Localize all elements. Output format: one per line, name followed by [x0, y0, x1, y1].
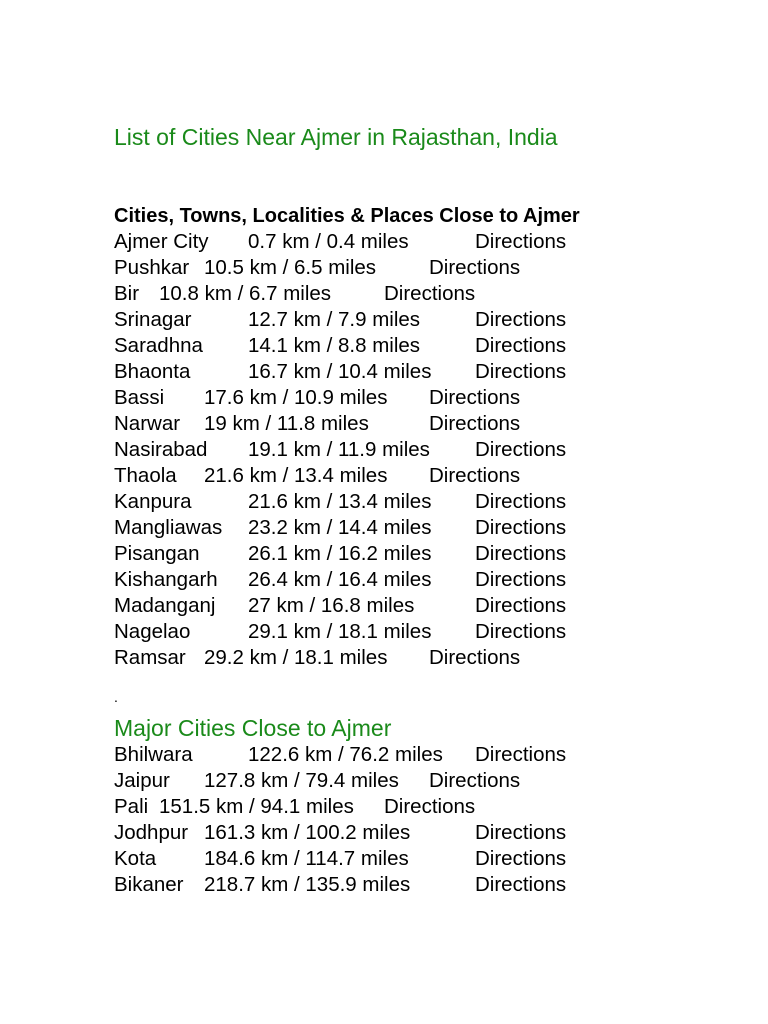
city-distance: 26.4 km / 16.4 miles [248, 568, 432, 591]
city-name: Bassi [114, 386, 165, 409]
city-distance: 27 km / 16.8 miles [248, 594, 415, 617]
directions-link[interactable]: Directions [475, 743, 567, 766]
major-row [114, 872, 734, 898]
city-name: Jodhpur [114, 821, 189, 844]
city-name: Nasirabad [114, 438, 208, 461]
city-distance: 10.5 km / 6.5 miles [204, 256, 377, 279]
city-name: Bir [114, 282, 140, 305]
nearby-row [114, 515, 734, 541]
nearby-row [114, 281, 734, 307]
city-distance: 0.7 km / 0.4 miles [248, 230, 409, 253]
directions-link[interactable]: Directions [475, 873, 567, 896]
major-row [114, 742, 734, 768]
city-name: Pushkar [114, 256, 190, 279]
directions-link[interactable]: Directions [475, 334, 567, 357]
nearby-row [114, 645, 734, 671]
directions-link[interactable]: Directions [475, 821, 567, 844]
city-name: Madanganj [114, 594, 216, 617]
directions-link[interactable]: Directions [429, 386, 521, 409]
city-name: Ramsar [114, 646, 186, 669]
city-distance: 16.7 km / 10.4 miles [248, 360, 432, 383]
city-distance: 127.8 km / 79.4 miles [204, 769, 399, 792]
major-row [114, 768, 734, 794]
directions-link[interactable]: Directions [475, 438, 567, 461]
city-name: Nagelao [114, 620, 191, 643]
directions-link[interactable]: Directions [475, 230, 567, 253]
city-distance: 161.3 km / 100.2 miles [204, 821, 411, 844]
directions-link[interactable]: Directions [475, 542, 567, 565]
directions-link[interactable]: Directions [384, 282, 476, 305]
city-name: Kota [114, 847, 157, 870]
city-name: Thaola [114, 464, 177, 487]
city-name: Bhaonta [114, 360, 191, 383]
city-name: Narwar [114, 412, 181, 435]
separator-dot: . [114, 689, 118, 705]
nearby-row [114, 567, 734, 593]
city-distance: 12.7 km / 7.9 miles [248, 308, 421, 331]
directions-link[interactable]: Directions [429, 412, 521, 435]
directions-link[interactable]: Directions [475, 847, 567, 870]
directions-link[interactable]: Directions [475, 594, 567, 617]
major-cities-list [114, 742, 734, 898]
nearby-row [114, 255, 734, 281]
nearby-row [114, 333, 734, 359]
city-distance: 14.1 km / 8.8 miles [248, 334, 421, 357]
directions-link[interactable]: Directions [475, 568, 567, 591]
city-distance: 10.8 km / 6.7 miles [159, 282, 332, 305]
directions-link[interactable]: Directions [475, 516, 567, 539]
nearby-row [114, 489, 734, 515]
city-name: Mangliawas [114, 516, 223, 539]
city-distance: 122.6 km / 76.2 miles [248, 743, 443, 766]
nearby-row [114, 229, 734, 255]
directions-link[interactable]: Directions [475, 308, 567, 331]
directions-link[interactable]: Directions [429, 256, 521, 279]
city-distance: 19.1 km / 11.9 miles [248, 438, 430, 461]
directions-link[interactable]: Directions [429, 464, 521, 487]
nearby-row [114, 437, 734, 463]
nearby-row [114, 593, 734, 619]
page-title: List of Cities Near Ajmer in Rajasthan, India [114, 124, 558, 150]
city-distance: 26.1 km / 16.2 miles [248, 542, 432, 565]
major-row [114, 794, 734, 820]
city-name: Jaipur [114, 769, 170, 792]
city-distance: 17.6 km / 10.9 miles [204, 386, 388, 409]
city-name: Pisangan [114, 542, 200, 565]
city-name: Srinagar [114, 308, 192, 331]
city-name: Kishangarh [114, 568, 218, 591]
city-distance: 184.6 km / 114.7 miles [204, 847, 409, 870]
city-name: Pali [114, 795, 149, 818]
nearby-row [114, 307, 734, 333]
city-distance: 151.5 km / 94.1 miles [159, 795, 354, 818]
major-row [114, 820, 734, 846]
city-name: Saradhna [114, 334, 203, 357]
section-heading-major: Major Cities Close to Ajmer [114, 715, 392, 741]
directions-link[interactable]: Directions [384, 795, 476, 818]
directions-link[interactable]: Directions [429, 769, 521, 792]
directions-link[interactable]: Directions [475, 490, 567, 513]
city-distance: 218.7 km / 135.9 miles [204, 873, 411, 896]
nearby-cities-list [114, 229, 734, 671]
city-name: Bikaner [114, 873, 184, 896]
nearby-row [114, 619, 734, 645]
city-distance: 21.6 km / 13.4 miles [248, 490, 432, 513]
major-row [114, 846, 734, 872]
nearby-row [114, 541, 734, 567]
city-distance: 21.6 km / 13.4 miles [204, 464, 388, 487]
nearby-row [114, 385, 734, 411]
city-name: Ajmer City [114, 230, 209, 253]
city-distance: 19 km / 11.8 miles [204, 412, 369, 435]
nearby-row [114, 411, 734, 437]
city-distance: 29.2 km / 18.1 miles [204, 646, 388, 669]
directions-link[interactable]: Directions [429, 646, 521, 669]
nearby-row [114, 463, 734, 489]
city-name: Bhilwara [114, 743, 193, 766]
city-distance: 23.2 km / 14.4 miles [248, 516, 432, 539]
directions-link[interactable]: Directions [475, 620, 567, 643]
directions-link[interactable]: Directions [475, 360, 567, 383]
city-name: Kanpura [114, 490, 192, 513]
city-distance: 29.1 km / 18.1 miles [248, 620, 432, 643]
section-heading-nearby: Cities, Towns, Localities & Places Close to Ajmer [114, 205, 580, 227]
nearby-row [114, 359, 734, 385]
